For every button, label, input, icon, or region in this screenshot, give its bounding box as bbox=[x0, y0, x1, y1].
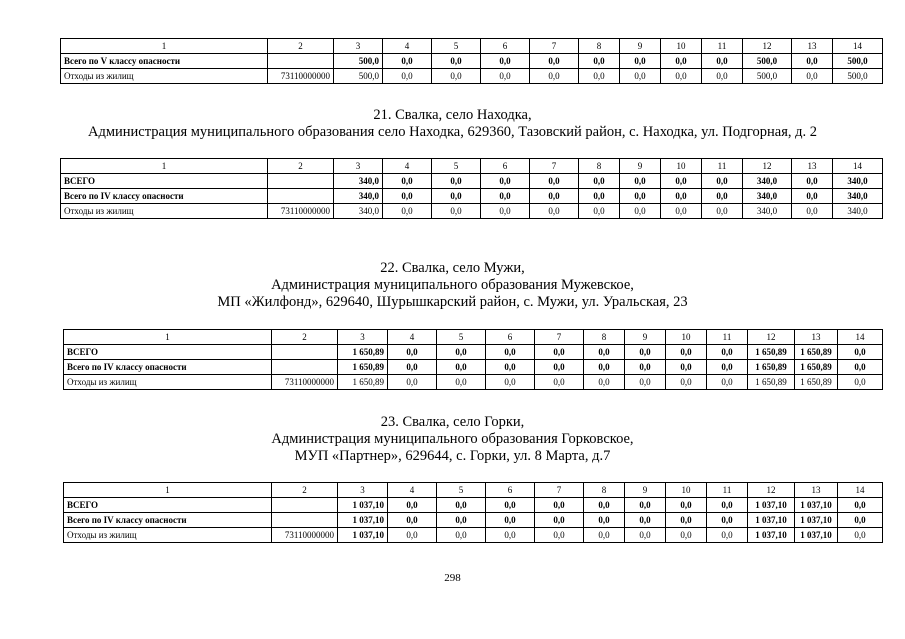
value-cell: 0,0 bbox=[666, 513, 707, 528]
heading-line: 21. Свалка, село Находка, bbox=[373, 107, 532, 123]
column-number-cell: 12 bbox=[743, 39, 792, 54]
value-cell: 0,0 bbox=[579, 189, 620, 204]
value-cell: 0,0 bbox=[584, 360, 625, 375]
table-row bbox=[61, 174, 883, 189]
value-cell: 0,0 bbox=[702, 174, 743, 189]
value-cell: 0,0 bbox=[661, 69, 702, 84]
value-cell: 0,0 bbox=[579, 174, 620, 189]
row-name-cell: Отходы из жилищ bbox=[64, 375, 272, 390]
value-cell: 0,0 bbox=[707, 345, 748, 360]
column-number-cell: 12 bbox=[748, 483, 795, 498]
heading-line: 22. Свалка, село Мужи, bbox=[380, 260, 525, 276]
column-number-cell: 13 bbox=[795, 483, 838, 498]
value-cell: 0,0 bbox=[661, 54, 702, 69]
value-cell: 0,0 bbox=[535, 360, 584, 375]
value-cell: 0,0 bbox=[625, 513, 666, 528]
table-dump-nakhodka bbox=[60, 158, 883, 219]
value-cell: 1 037,10 bbox=[338, 528, 388, 543]
code-cell bbox=[272, 345, 338, 360]
column-number-cell: 2 bbox=[272, 330, 338, 345]
value-cell: 0,0 bbox=[535, 528, 584, 543]
value-cell: 0,0 bbox=[383, 54, 432, 69]
value-cell: 0,0 bbox=[661, 174, 702, 189]
column-number-cell: 11 bbox=[702, 39, 743, 54]
value-cell: 0,0 bbox=[707, 375, 748, 390]
column-number-cell: 12 bbox=[743, 159, 792, 174]
column-number-cell: 13 bbox=[792, 39, 833, 54]
value-cell: 0,0 bbox=[535, 498, 584, 513]
value-cell: 1 037,10 bbox=[338, 498, 388, 513]
value-cell: 340,0 bbox=[833, 189, 883, 204]
value-cell: 0,0 bbox=[579, 54, 620, 69]
column-number-cell: 9 bbox=[620, 39, 661, 54]
column-number-cell: 14 bbox=[833, 39, 883, 54]
heading-line: МП «Жилфонд», 629640, Шурышкарский район, с. Мужи, ул. Уральская, 23 bbox=[217, 294, 688, 310]
value-cell: 0,0 bbox=[838, 498, 883, 513]
column-number-cell: 13 bbox=[792, 159, 833, 174]
column-number-cell: 1 bbox=[64, 330, 272, 345]
value-cell: 1 037,10 bbox=[748, 513, 795, 528]
value-cell: 0,0 bbox=[530, 69, 579, 84]
table-row bbox=[61, 54, 883, 69]
value-cell: 0,0 bbox=[486, 498, 535, 513]
value-cell: 500,0 bbox=[743, 69, 792, 84]
value-cell: 0,0 bbox=[437, 360, 486, 375]
heading-line: МУП «Партнер», 629644, с. Горки, ул. 8 Марта, д.7 bbox=[294, 448, 611, 464]
table-row bbox=[64, 498, 883, 513]
column-number-cell: 13 bbox=[795, 330, 838, 345]
column-number-row bbox=[61, 39, 883, 54]
column-number-cell: 1 bbox=[61, 159, 268, 174]
column-number-cell: 7 bbox=[535, 330, 584, 345]
column-number-cell: 3 bbox=[334, 159, 383, 174]
value-cell: 1 650,89 bbox=[795, 375, 838, 390]
column-number-cell: 14 bbox=[833, 159, 883, 174]
heading-line: Администрация муниципального образования Мужевское, bbox=[271, 277, 634, 293]
value-cell: 0,0 bbox=[707, 360, 748, 375]
value-cell: 0,0 bbox=[486, 360, 535, 375]
value-cell: 0,0 bbox=[666, 498, 707, 513]
column-number-cell: 10 bbox=[666, 330, 707, 345]
column-number-cell: 7 bbox=[535, 483, 584, 498]
code-cell bbox=[268, 189, 334, 204]
value-cell: 1 650,89 bbox=[748, 345, 795, 360]
value-cell: 0,0 bbox=[707, 498, 748, 513]
value-cell: 340,0 bbox=[833, 174, 883, 189]
value-cell: 0,0 bbox=[792, 69, 833, 84]
value-cell: 0,0 bbox=[535, 345, 584, 360]
table-dump-muzhi bbox=[63, 329, 883, 390]
value-cell: 0,0 bbox=[437, 513, 486, 528]
value-cell: 0,0 bbox=[666, 360, 707, 375]
code-cell: 73110000000 bbox=[272, 528, 338, 543]
value-cell: 1 037,10 bbox=[338, 513, 388, 528]
value-cell: 0,0 bbox=[486, 375, 535, 390]
value-cell: 0,0 bbox=[838, 375, 883, 390]
column-number-cell: 6 bbox=[486, 483, 535, 498]
row-name-cell: Всего по IV классу опасности bbox=[64, 513, 272, 528]
column-number-cell: 4 bbox=[388, 330, 437, 345]
value-cell: 0,0 bbox=[388, 375, 437, 390]
value-cell: 0,0 bbox=[481, 204, 530, 219]
value-cell: 0,0 bbox=[388, 360, 437, 375]
value-cell: 0,0 bbox=[666, 345, 707, 360]
column-number-cell: 7 bbox=[530, 159, 579, 174]
table-row bbox=[61, 69, 883, 84]
value-cell: 340,0 bbox=[743, 174, 792, 189]
value-cell: 1 650,89 bbox=[748, 375, 795, 390]
value-cell: 0,0 bbox=[625, 375, 666, 390]
code-cell bbox=[268, 174, 334, 189]
value-cell: 0,0 bbox=[661, 189, 702, 204]
column-number-cell: 6 bbox=[481, 159, 530, 174]
row-name-cell: Всего по IV классу опасности bbox=[61, 189, 268, 204]
value-cell: 0,0 bbox=[702, 54, 743, 69]
value-cell: 0,0 bbox=[481, 69, 530, 84]
value-cell: 340,0 bbox=[833, 204, 883, 219]
column-number-cell: 9 bbox=[625, 330, 666, 345]
value-cell: 0,0 bbox=[432, 204, 481, 219]
value-cell: 0,0 bbox=[666, 528, 707, 543]
row-name-cell: Отходы из жилищ bbox=[61, 204, 268, 219]
code-cell: 73110000000 bbox=[272, 375, 338, 390]
value-cell: 0,0 bbox=[838, 513, 883, 528]
value-cell: 0,0 bbox=[383, 174, 432, 189]
value-cell: 0,0 bbox=[792, 204, 833, 219]
value-cell: 0,0 bbox=[625, 528, 666, 543]
value-cell: 0,0 bbox=[838, 528, 883, 543]
heading-line: Администрация муниципального образования село Находка, 629360, Тазовский район, с. Находка, ул. Подгорная, д. 2 bbox=[88, 124, 817, 140]
row-name-cell: Всего по IV классу опасности bbox=[64, 360, 272, 375]
value-cell: 1 650,89 bbox=[748, 360, 795, 375]
value-cell: 0,0 bbox=[530, 54, 579, 69]
value-cell: 0,0 bbox=[383, 204, 432, 219]
value-cell: 0,0 bbox=[792, 54, 833, 69]
column-number-row bbox=[64, 330, 883, 345]
column-number-cell: 5 bbox=[432, 39, 481, 54]
column-number-cell: 6 bbox=[486, 330, 535, 345]
column-number-cell: 4 bbox=[383, 39, 432, 54]
column-number-cell: 11 bbox=[707, 330, 748, 345]
value-cell: 0,0 bbox=[702, 69, 743, 84]
value-cell: 0,0 bbox=[437, 375, 486, 390]
value-cell: 0,0 bbox=[388, 345, 437, 360]
value-cell: 0,0 bbox=[702, 204, 743, 219]
value-cell: 0,0 bbox=[579, 204, 620, 219]
row-name-cell: ВСЕГО bbox=[61, 174, 268, 189]
column-number-cell: 3 bbox=[338, 330, 388, 345]
value-cell: 0,0 bbox=[620, 174, 661, 189]
value-cell: 340,0 bbox=[743, 189, 792, 204]
value-cell: 500,0 bbox=[334, 69, 383, 84]
value-cell: 0,0 bbox=[584, 513, 625, 528]
value-cell: 0,0 bbox=[432, 69, 481, 84]
value-cell: 0,0 bbox=[388, 513, 437, 528]
code-cell bbox=[272, 513, 338, 528]
value-cell: 0,0 bbox=[530, 174, 579, 189]
value-cell: 0,0 bbox=[584, 528, 625, 543]
column-number-cell: 11 bbox=[707, 483, 748, 498]
column-number-cell: 4 bbox=[388, 483, 437, 498]
table-v-class-continuation bbox=[60, 38, 883, 84]
value-cell: 0,0 bbox=[432, 189, 481, 204]
value-cell: 1 037,10 bbox=[795, 513, 838, 528]
column-number-cell: 6 bbox=[481, 39, 530, 54]
value-cell: 0,0 bbox=[481, 174, 530, 189]
value-cell: 340,0 bbox=[334, 189, 383, 204]
page-number: 298 bbox=[444, 572, 461, 584]
row-name-cell: ВСЕГО bbox=[64, 345, 272, 360]
section-heading-23 bbox=[0, 414, 905, 465]
section-heading-22 bbox=[0, 260, 905, 311]
value-cell: 0,0 bbox=[625, 498, 666, 513]
value-cell: 0,0 bbox=[584, 375, 625, 390]
row-name-cell: Всего по V классу опасности bbox=[61, 54, 268, 69]
value-cell: 0,0 bbox=[530, 204, 579, 219]
value-cell: 0,0 bbox=[530, 189, 579, 204]
table-row bbox=[64, 375, 883, 390]
value-cell: 0,0 bbox=[437, 498, 486, 513]
value-cell: 0,0 bbox=[625, 345, 666, 360]
section-heading-21 bbox=[0, 107, 905, 141]
value-cell: 0,0 bbox=[838, 360, 883, 375]
column-number-cell: 12 bbox=[748, 330, 795, 345]
value-cell: 0,0 bbox=[666, 375, 707, 390]
value-cell: 340,0 bbox=[334, 174, 383, 189]
value-cell: 0,0 bbox=[486, 513, 535, 528]
value-cell: 0,0 bbox=[661, 204, 702, 219]
column-number-row bbox=[64, 483, 883, 498]
value-cell: 0,0 bbox=[437, 528, 486, 543]
value-cell: 1 650,89 bbox=[795, 360, 838, 375]
column-number-cell: 4 bbox=[383, 159, 432, 174]
column-number-cell: 2 bbox=[268, 39, 334, 54]
value-cell: 0,0 bbox=[432, 174, 481, 189]
column-number-cell: 8 bbox=[584, 483, 625, 498]
value-cell: 500,0 bbox=[833, 54, 883, 69]
code-cell bbox=[272, 360, 338, 375]
value-cell: 0,0 bbox=[584, 345, 625, 360]
value-cell: 0,0 bbox=[388, 498, 437, 513]
column-number-cell: 2 bbox=[268, 159, 334, 174]
table-row bbox=[61, 204, 883, 219]
value-cell: 500,0 bbox=[743, 54, 792, 69]
value-cell: 0,0 bbox=[486, 345, 535, 360]
column-number-cell: 8 bbox=[579, 39, 620, 54]
value-cell: 0,0 bbox=[481, 54, 530, 69]
value-cell: 0,0 bbox=[481, 189, 530, 204]
value-cell: 1 650,89 bbox=[795, 345, 838, 360]
value-cell: 0,0 bbox=[792, 189, 833, 204]
value-cell: 500,0 bbox=[334, 54, 383, 69]
value-cell: 1 650,89 bbox=[338, 375, 388, 390]
value-cell: 340,0 bbox=[743, 204, 792, 219]
heading-line: 23. Свалка, село Горки, bbox=[380, 414, 525, 430]
value-cell: 0,0 bbox=[535, 513, 584, 528]
column-number-cell: 11 bbox=[702, 159, 743, 174]
value-cell: 1 037,10 bbox=[748, 498, 795, 513]
column-number-cell: 8 bbox=[584, 330, 625, 345]
column-number-cell: 14 bbox=[838, 330, 883, 345]
value-cell: 0,0 bbox=[432, 54, 481, 69]
value-cell: 0,0 bbox=[584, 498, 625, 513]
code-cell bbox=[272, 498, 338, 513]
column-number-cell: 7 bbox=[530, 39, 579, 54]
value-cell: 0,0 bbox=[535, 375, 584, 390]
value-cell: 0,0 bbox=[383, 69, 432, 84]
column-number-cell: 3 bbox=[338, 483, 388, 498]
value-cell: 1 037,10 bbox=[748, 528, 795, 543]
column-number-cell: 1 bbox=[64, 483, 272, 498]
row-name-cell: Отходы из жилищ bbox=[61, 69, 268, 84]
value-cell: 0,0 bbox=[620, 189, 661, 204]
value-cell: 0,0 bbox=[625, 360, 666, 375]
table-row bbox=[64, 345, 883, 360]
column-number-cell: 2 bbox=[272, 483, 338, 498]
column-number-cell: 10 bbox=[666, 483, 707, 498]
column-number-cell: 9 bbox=[620, 159, 661, 174]
code-cell bbox=[268, 54, 334, 69]
value-cell: 1 037,10 bbox=[795, 528, 838, 543]
value-cell: 500,0 bbox=[833, 69, 883, 84]
value-cell: 0,0 bbox=[620, 69, 661, 84]
column-number-cell: 3 bbox=[334, 39, 383, 54]
value-cell: 0,0 bbox=[707, 513, 748, 528]
column-number-row bbox=[61, 159, 883, 174]
value-cell: 0,0 bbox=[620, 54, 661, 69]
value-cell: 0,0 bbox=[838, 345, 883, 360]
value-cell: 0,0 bbox=[620, 204, 661, 219]
row-name-cell: Отходы из жилищ bbox=[64, 528, 272, 543]
table-row bbox=[61, 189, 883, 204]
column-number-cell: 9 bbox=[625, 483, 666, 498]
value-cell: 0,0 bbox=[388, 528, 437, 543]
row-name-cell: ВСЕГО bbox=[64, 498, 272, 513]
table-dump-gorki bbox=[63, 482, 883, 543]
column-number-cell: 10 bbox=[661, 39, 702, 54]
table-row bbox=[64, 528, 883, 543]
column-number-cell: 8 bbox=[579, 159, 620, 174]
value-cell: 0,0 bbox=[792, 174, 833, 189]
value-cell: 340,0 bbox=[334, 204, 383, 219]
value-cell: 0,0 bbox=[437, 345, 486, 360]
value-cell: 0,0 bbox=[707, 528, 748, 543]
column-number-cell: 5 bbox=[432, 159, 481, 174]
column-number-cell: 10 bbox=[661, 159, 702, 174]
code-cell: 73110000000 bbox=[268, 204, 334, 219]
column-number-cell: 5 bbox=[437, 330, 486, 345]
column-number-cell: 14 bbox=[838, 483, 883, 498]
value-cell: 0,0 bbox=[702, 189, 743, 204]
value-cell: 1 037,10 bbox=[795, 498, 838, 513]
value-cell: 1 650,89 bbox=[338, 360, 388, 375]
table-row bbox=[64, 360, 883, 375]
value-cell: 0,0 bbox=[486, 528, 535, 543]
heading-line: Администрация муниципального образования Горковское, bbox=[271, 431, 634, 447]
column-number-cell: 1 bbox=[61, 39, 268, 54]
value-cell: 1 650,89 bbox=[338, 345, 388, 360]
column-number-cell: 5 bbox=[437, 483, 486, 498]
value-cell: 0,0 bbox=[579, 69, 620, 84]
code-cell: 73110000000 bbox=[268, 69, 334, 84]
value-cell: 0,0 bbox=[383, 189, 432, 204]
table-row bbox=[64, 513, 883, 528]
